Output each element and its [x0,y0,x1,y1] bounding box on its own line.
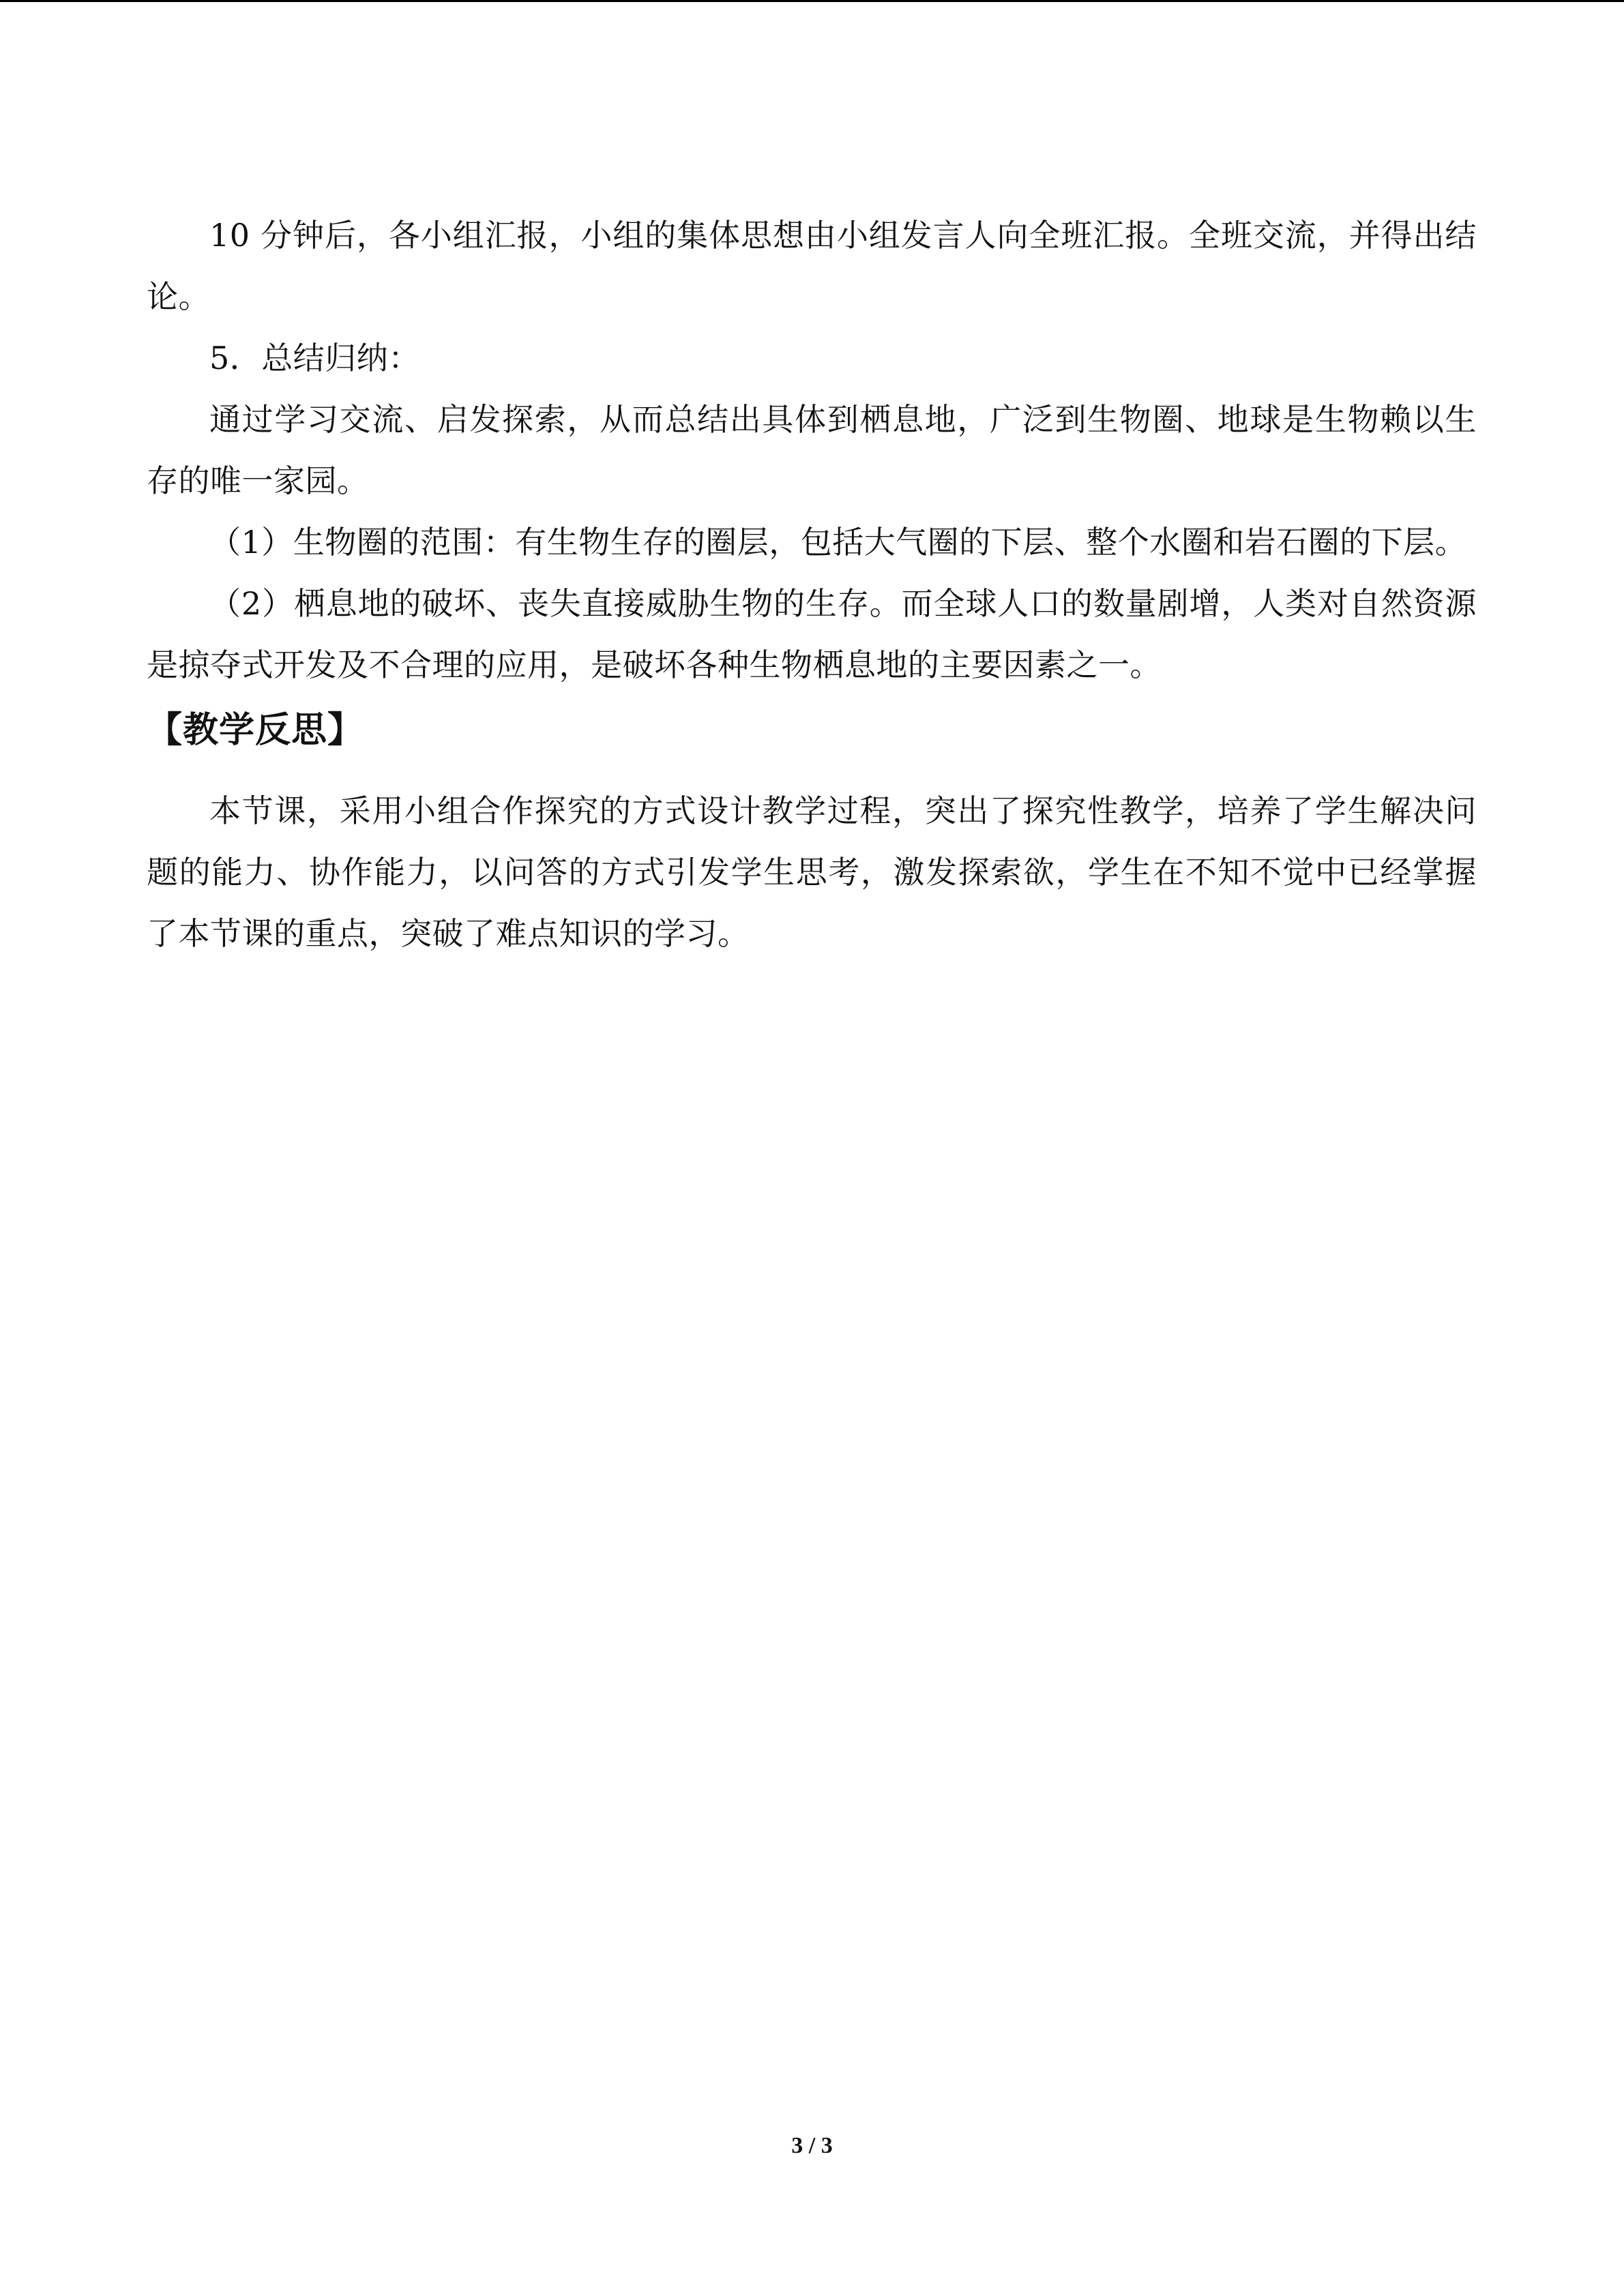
paragraph-summary-title: 5．总结归纳： [209,340,420,376]
paragraph-habitat-destruction: （2）栖息地的破坏、丧失直接威胁生物的生存。而全球人口的数量剧增，人类对自然资源是掠夺式开发及不合理的应用，是破坏各种生物栖息地的主要因素之一。 [147,585,1477,683]
paragraph-biosphere-range: （1）生物圈的范围：有生物生存的圈层，包括大气圈的下层、整个水圈和岩石圈的下层。 [209,524,1467,561]
section-heading-reflection: 【教学反思】 [147,710,364,751]
top-border-line [0,0,1624,2]
page-number: 3 / 3 [791,2133,833,2158]
paragraph-summary-text: 通过学习交流、启发探索，从而总结出具体到栖息地，广泛到生物圈、地球是生物赖以生存的唯一家园。 [147,401,1477,499]
document-body [147,205,1477,964]
paragraph-group-report: 10 分钟后，各小组汇报，小组的集体思想由小组发言人向全班汇报。全班交流，并得出结论。 [147,217,1477,315]
paragraph-reflection: 本节课，采用小组合作探究的方式设计教学过程，突出了探究性教学，培养了学生解决问题的能力、协作能力，以问答的方式引发学生思考，激发探索欲，学生在不知不觉中已经掌握了本节课的重点，突破了难点知识的学习。 [147,792,1477,952]
